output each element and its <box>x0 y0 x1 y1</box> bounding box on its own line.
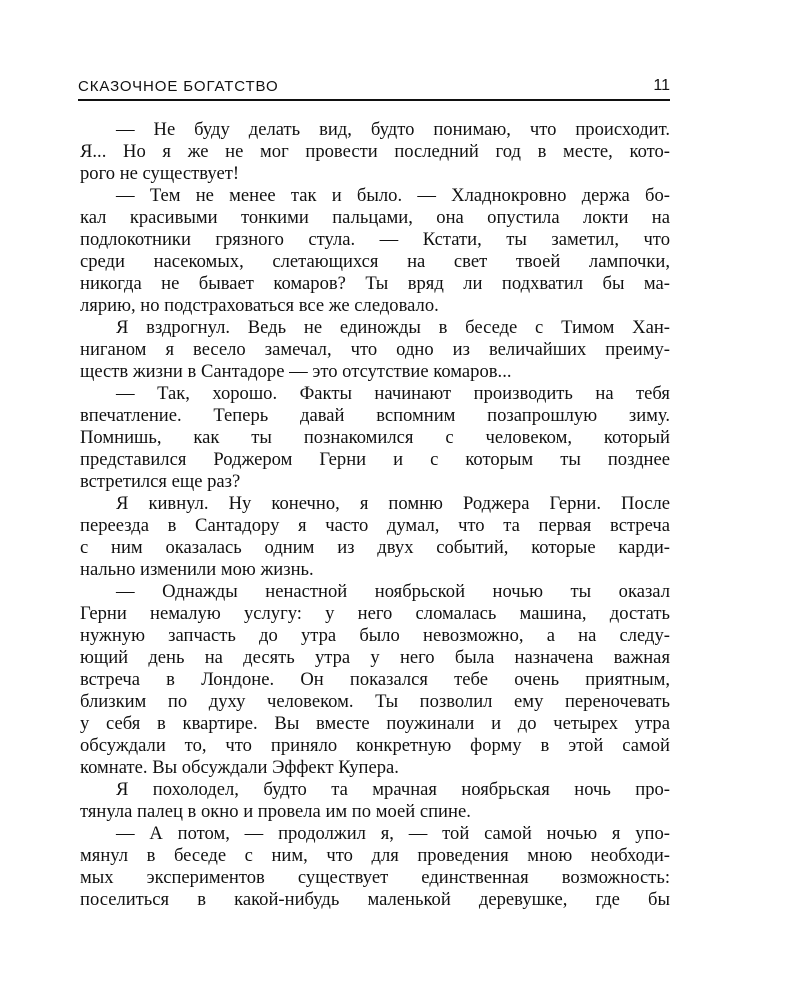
text-line: лярию, но подстраховаться все же следовало. <box>80 295 439 316</box>
page-number: 11 <box>653 77 670 94</box>
text-line: — Однажды ненастной ноябрьской ночью ты оказал <box>116 581 670 602</box>
text-line: встреча в Лондоне. Он показался тебе очень приятным, <box>80 669 670 690</box>
paragraph <box>80 119 670 185</box>
text-line: представился Роджером Герни и с которым ты позднее <box>80 449 670 470</box>
text-line: Я похолодел, будто та мрачная ноябрьская ночь про- <box>116 779 670 800</box>
text-line: — Так, хорошо. Факты начинают производить на тебя <box>116 383 670 404</box>
text-line: Герни немалую услугу: у него сломалась машина, достать <box>80 603 670 624</box>
text-line: мых экспериментов существует единственная возможность: <box>80 867 670 888</box>
text-line: Я... Но я же не мог провести последний год в месте, кото- <box>80 141 670 162</box>
text-line: никогда не бывает комаров? Ты вряд ли подхватил бы ма- <box>80 273 670 294</box>
text-line: — Не буду делать вид, будто понимаю, что происходит. <box>116 119 670 140</box>
text-line: нально изменили мою жизнь. <box>80 559 314 580</box>
running-head <box>78 74 670 96</box>
text-line: встретился еще раз? <box>80 471 241 492</box>
paragraph <box>80 383 670 493</box>
paragraph <box>80 823 670 911</box>
text-line: Я вздрогнул. Ведь не единожды в беседе с Тимом Хан- <box>116 317 670 338</box>
text-line: с ним оказалась одним из двух событий, которые карди- <box>80 537 670 558</box>
text-line: рого не существует! <box>80 163 240 184</box>
text-line: ющий день на десять утра у него была назначена важная <box>80 647 670 668</box>
header-rule <box>78 99 670 101</box>
text-line: нужную запчасть до утра было невозможно, а на следу- <box>80 625 670 646</box>
text-line: переезда в Сантадору я часто думал, что та первая встреча <box>80 515 670 536</box>
text-line: — А потом, — продолжил я, — той самой ночью я упо- <box>116 823 670 844</box>
paragraph <box>80 317 670 383</box>
text-line: комнате. Вы обсуждали Эффект Купера. <box>80 757 399 778</box>
paragraph <box>80 581 670 779</box>
running-title: СКАЗОЧНОЕ БОГАТСТВО <box>78 78 279 95</box>
text-line: тянула палец в окно и провела им по моей спине. <box>80 801 471 822</box>
text-line: среди насекомых, слетающихся на свет твоей лампочки, <box>80 251 670 272</box>
body-text <box>80 119 670 911</box>
paragraph <box>80 493 670 581</box>
text-line: обсуждали то, что приняло конкретную форму в этой самой <box>80 735 670 756</box>
text-line: Я кивнул. Ну конечно, я помню Роджера Герни. После <box>116 493 670 514</box>
text-line: поселиться в какой-нибудь маленькой деревушке, где бы <box>80 889 670 910</box>
text-line: — Тем не менее так и было. — Хладнокровно держа бо- <box>116 185 670 206</box>
text-line: ниганом я весело замечал, что одно из величайших преиму- <box>80 339 670 360</box>
text-line: близким по духу человеком. Ты позволил ему переночевать <box>80 691 670 712</box>
text-line: кал красивыми тонкими пальцами, она опустила локти на <box>80 207 670 228</box>
paragraph <box>80 779 670 823</box>
text-line: подлокотники грязного стула. — Кстати, ты заметил, что <box>80 229 670 250</box>
paragraph <box>80 185 670 317</box>
text-line: у себя в квартире. Вы вместе поужинали и до четырех утра <box>80 713 670 734</box>
text-line: Помнишь, как ты познакомился с человеком, который <box>80 427 670 448</box>
text-line: мянул в беседе с ним, что для проведения мною необходи- <box>80 845 670 866</box>
text-line: ществ жизни в Сантадоре — это отсутствие комаров... <box>80 361 512 382</box>
text-line: впечатление. Теперь давай вспомним позапрошлую зиму. <box>80 405 670 426</box>
